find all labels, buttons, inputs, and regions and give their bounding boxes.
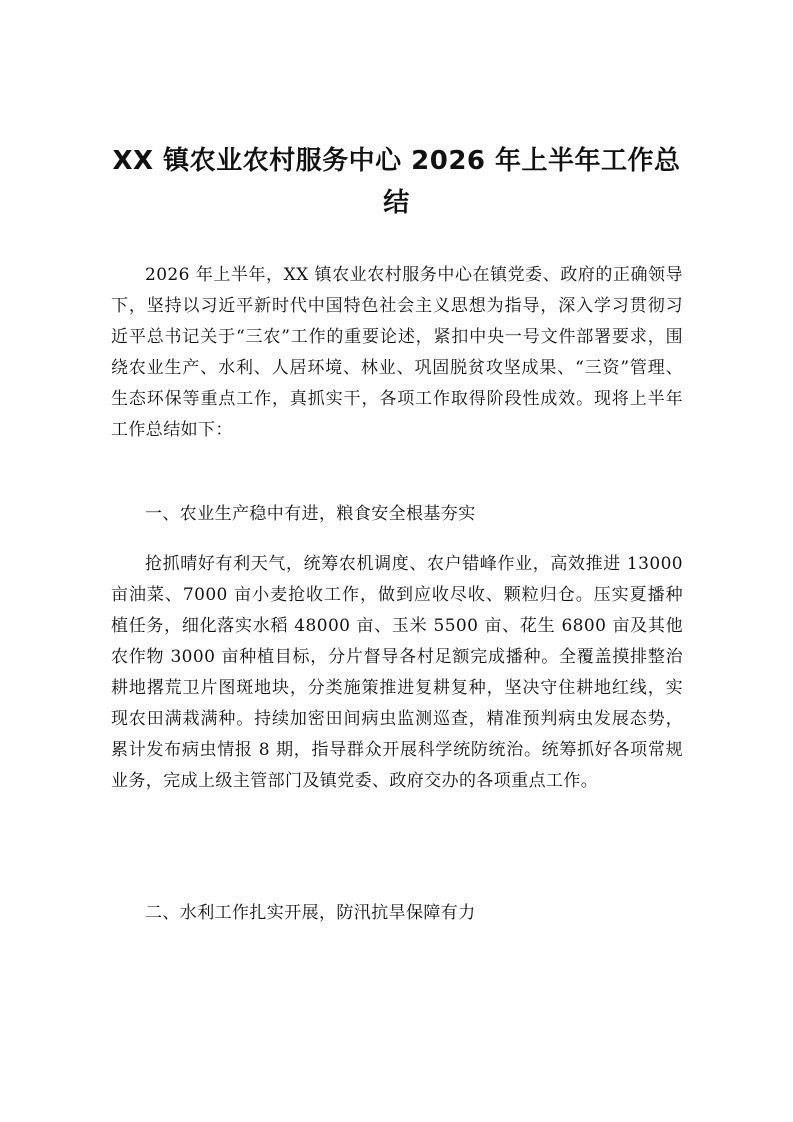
intro-paragraph: 2026 年上半年，XX 镇农业农村服务中心在镇党委、政府的正确领导下，坚持以习近平新时代中国特色社会主义思想为指导，深入学习贯彻习近平总书记关于“三农”工作的重要论述，紧扣中央一号文件部署要求，围绕农业生产、水利、人居环境、林业、巩固脱贫攻坚成果、“三资”管理、生态环保等重点工作，真抓实干，各项工作取得阶段性成效。现将上半年工作总结如下： [111, 265, 683, 440]
section-1-paragraph: 抢抓晴好有利天气，统筹农机调度、农户错峰作业，高效推进 13000 亩油菜、7000 亩小麦抢收工作，做到应收尽收、颗粒归仓。压实夏播种植任务，细化落实水稻 48000 亩、玉米 5500 亩、花生 6800 亩及其他农作物 3000 亩种植目标，分片督导各村足额完成播种。全覆盖摸排整治耕地撂荒卫片图斑地块，分类施策推进复耕复种，坚决守住耕地红线，实现农田满栽满种。持续加密田间病虫监测巡查，精准预判病虫发展态势，累计发布病虫情报 8 期，指导群众开展科学统防统治。统筹抓好各项常规业务，完成上级主管部门及镇党委、政府交办的各项重点工作。 [111, 554, 683, 791]
section-heading-2: 二、水利工作扎实开展，防汛抗旱保障有力 [145, 903, 476, 923]
document-title: XX 镇农业农村服务中心 2026 年上半年工作总结 [112, 146, 681, 218]
section-heading-1: 一、农业生产稳中有进，粮食安全根基夯实 [145, 504, 476, 524]
